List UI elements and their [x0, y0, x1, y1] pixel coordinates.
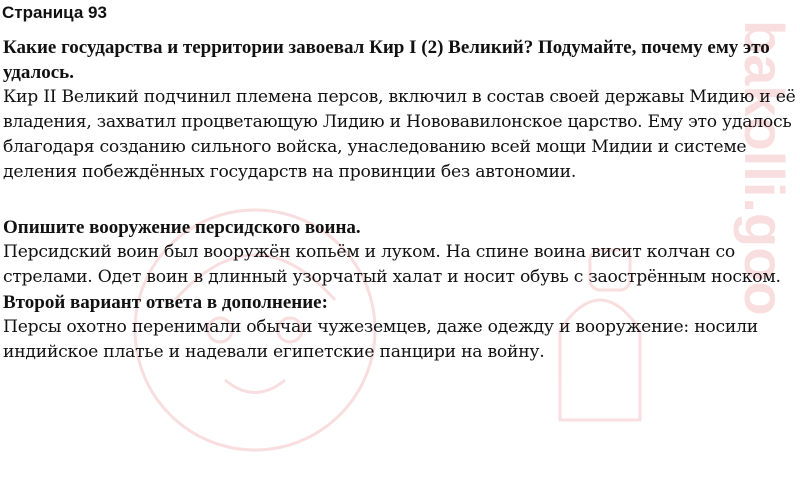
question-3: Второй вариант ответа в дополнение:: [3, 292, 328, 313]
content: [3, 35, 799, 365]
question-1: Какие государства и территории завоевал Кир I (2) Великий? Подумайте, почему ему это удалось.: [3, 37, 770, 83]
spacer: [3, 185, 799, 215]
answer-2: Персидский воин был вооружён копьём и луком. На спине воина висит колчан со стрелами. Одет воин в длинный узорчатый халат и носит обувь с заострённым носком.: [3, 242, 781, 287]
page-label: Страница 93: [2, 3, 107, 22]
watermark-text: bakolli.goo: [733, 20, 796, 316]
question-2: Опишите вооружение персидского воина.: [3, 217, 361, 238]
answer-3: Персы охотно перенимали обычаи чужеземцев, даже одежду и вооружение: носили индийское платье и надевали египетские панцири на войну.: [3, 317, 758, 362]
answer-1: Кир II Великий подчинил племена персов, включил в состав своей державы Мидию и её владения, захватил процветающую Лидию и Нововавилонское царство. Ему это удалось благодаря созданию сильного войска, унаследованию всей мощи Мидии и системе деления побеждённых государств на провинции без автономии.: [3, 87, 796, 182]
